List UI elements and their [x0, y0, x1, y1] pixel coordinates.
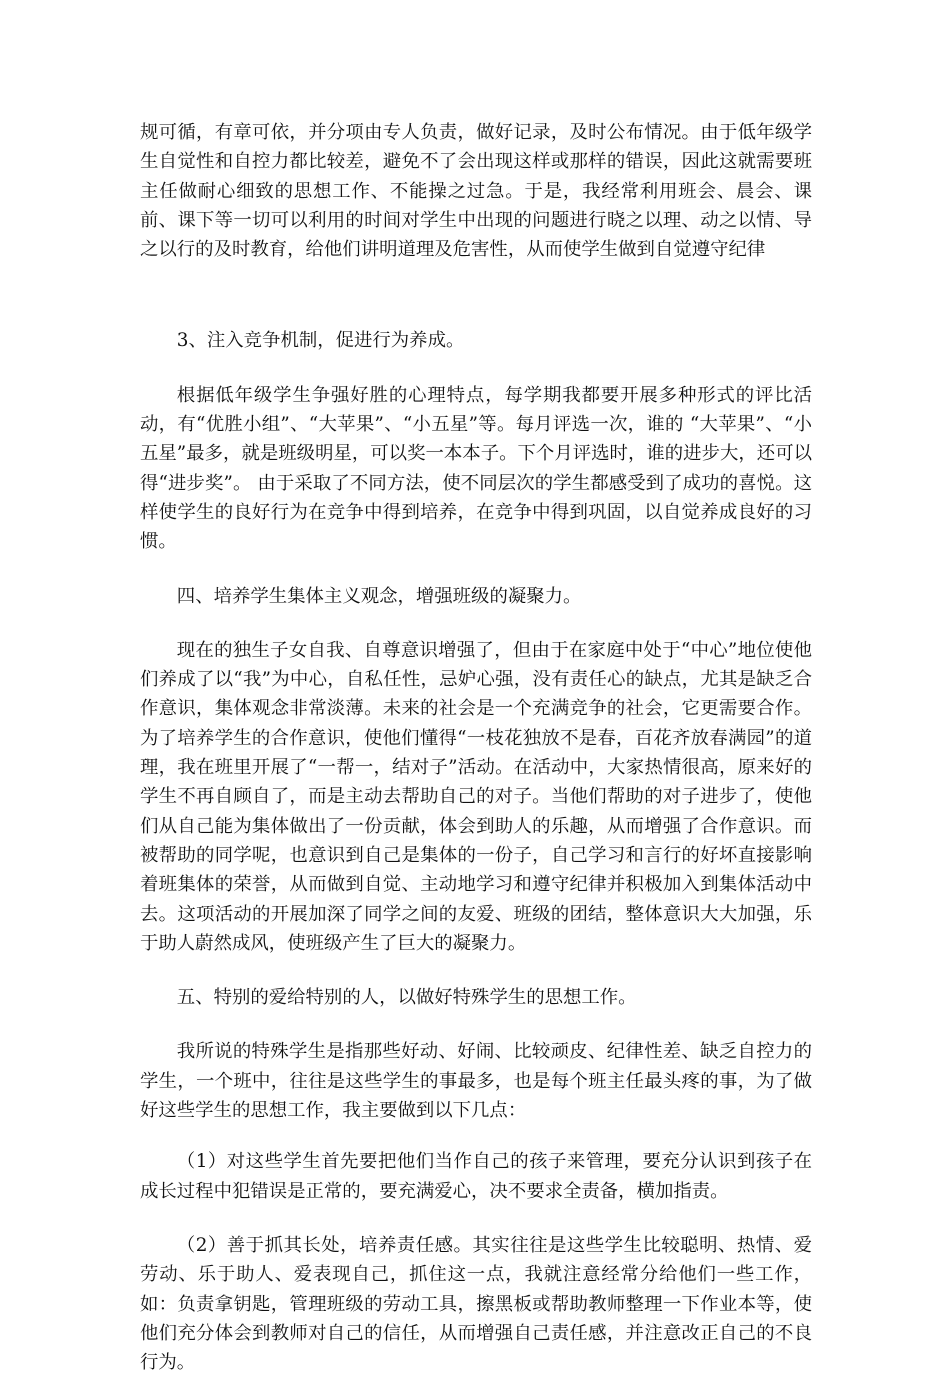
paragraph-point-2: （2）善于抓其长处，培养责任感。其实往往是这些学生比较聪明、热情、爱劳动、乐于助人、爱表现自己，抓住这一点，我就注意经常分给他们一些工作，如：负责拿钥匙，管理班级的劳动工具，擦黑板或帮助教师整理一下作业本等，使他们充分体会到教师对自己的信任，从而增强自己责任感，并注意改正自己的不良行为。 [140, 1234, 812, 1374]
document-body [140, 118, 812, 1377]
heading-collectivism: 四、培养学生集体主义观念，增强班级的凝聚力。 [176, 585, 582, 607]
paragraph-competition: 根据低年级学生争强好胜的心理特点，每学期我都要开展多种形式的评比活动，有“优胜小组”、“大苹果”、“小五星”等。每月评选一次，谁的 “大苹果”、“小五星”最多，就是班级明星，可以奖一本本子。下个月评选时，谁的进步大，还可以得“进步奖”。 由于采取了不同方法，使不同层次的学生都感受到了成功的喜悦。这样使学生的良好行为在竞争中得到培养，在竞争中得到巩固，以自觉养成良好的习惯。 [140, 384, 812, 553]
paragraph-point-1: （1）对这些学生首先要把他们当作自己的孩子来管理，要充分认识到孩子在成长过程中犯错误是正常的，要充满爱心，决不要求全责备，横加指责。 [140, 1151, 812, 1202]
paragraph-continuation: 规可循，有章可依，并分项由专人负责，做好记录，及时公布情况。由于低年级学生自觉性和自控力都比较差，避免不了会出现这样或那样的错误，因此这就需要班主任做耐心细致的思想工作、不能操之过急。于是，我经常利用班会、晨会、课前、课下等一切可以利用的时间对学生中出现的问题进行晓之以理、动之以情、导之以行的及时教育，给他们讲明道理及危害性，从而使学生做到自觉遵守纪律 [140, 122, 812, 261]
paragraph-special-students: 我所说的特殊学生是指那些好动、好闹、比较顽皮、纪律性差、缺乏自控力的学生，一个班中，往往是这些学生的事最多，也是每个班主任最头疼的事，为了做好这些学生的思想工作，我主要做到以下几点： [140, 1041, 812, 1122]
heading-competition-mechanism: 3、注入竞争机制，促进行为养成。 [176, 330, 465, 352]
paragraph-collectivism: 现在的独生子女自我、自尊意识增强了，但由于在家庭中处于“中心”地位使他们养成了以“我”为中心，自私任性，忌妒心强，没有责任心的缺点，尤其是缺乏合作意识，集体观念非常淡薄。未来的社会是一个充满竞争的社会，它更需要合作。为了培养学生的合作意识，使他们懂得“一枝花独放不是春，百花齐放春满园”的道理，我在班里开展了“一帮一，结对子”活动。在活动中，大家热情很高，原来好的学生不再自顾自了，而是主动去帮助自己的对子。当他们帮助的对子进步了，使他们从自己能为集体做出了一份贡献，体会到助人的乐趣，从而增强了合作意识。而被帮助的同学呢，也意识到自己是集体的一份子，自己学习和言行的好坏直接影响着班集体的荣誉，从而做到自觉、主动地学习和遵守纪律并积极加入到集体活动中去。这项活动的开展加深了同学之间的友爱、班级的团结，整体意识大大加强，乐于助人蔚然成风，使班级产生了巨大的凝聚力。 [140, 639, 812, 954]
heading-special-students: 五、特别的爱给特别的人，以做好特殊学生的思想工作。 [176, 987, 637, 1009]
